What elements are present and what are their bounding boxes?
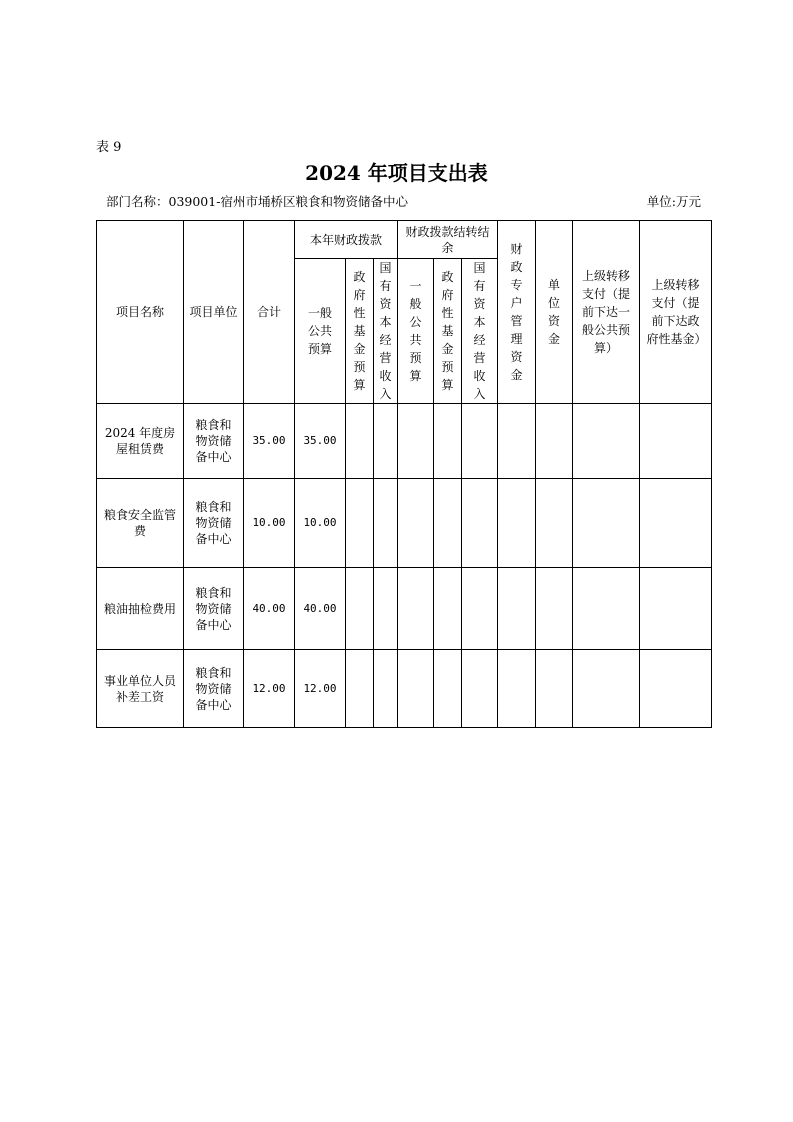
row-project-name: 2024 年度房屋租赁费 — [97, 404, 184, 479]
col-carryover-group: 财政拨款结转结余 — [398, 221, 498, 259]
row-total: 40.00 — [244, 568, 295, 650]
department-name: 部门名称：039001-宿州市埇桥区粮食和物资储备中心 — [106, 194, 408, 209]
col-transfer-general: 上级转移支付（提前下达一般公共预算） — [573, 221, 640, 404]
col-state-capital: 国有资本经营收入 — [374, 259, 398, 404]
col-total: 合计 — [244, 221, 295, 404]
col-carry-gov-fund-budget: 政府性基金预算 — [434, 259, 462, 404]
table-row — [97, 479, 712, 568]
row-project-unit: 粮食和物资储备中心 — [184, 568, 244, 650]
table-row — [97, 404, 712, 479]
row-general-budget: 12.00 — [295, 650, 346, 728]
col-project-name: 项目名称 — [97, 221, 184, 404]
col-general-budget: 一般公共预算 — [295, 259, 346, 404]
unit-label: 单位:万元 — [646, 194, 701, 209]
row-project-unit: 粮食和物资储备中心 — [184, 650, 244, 728]
row-project-name: 粮油抽检费用 — [97, 568, 184, 650]
table-row — [97, 568, 712, 650]
row-project-unit: 粮食和物资储备中心 — [184, 479, 244, 568]
row-total: 35.00 — [244, 404, 295, 479]
row-general-budget: 35.00 — [295, 404, 346, 479]
row-general-budget: 40.00 — [295, 568, 346, 650]
col-carry-general-budget: 一般公共预算 — [398, 259, 434, 404]
col-transfer-gov-fund: 上级转移支付（提前下达政府性基金） — [640, 221, 712, 404]
row-total: 12.00 — [244, 650, 295, 728]
col-carry-state-capital: 国有资本经营收入 — [462, 259, 498, 404]
row-project-unit: 粮食和物资储备中心 — [184, 404, 244, 479]
row-project-name: 事业单位人员补差工资 — [97, 650, 184, 728]
row-project-name: 粮食安全监管费 — [97, 479, 184, 568]
col-gov-fund-budget: 政府性基金预算 — [346, 259, 374, 404]
col-current-year-group: 本年财政拨款 — [295, 221, 398, 259]
project-expenditure-table — [96, 220, 712, 728]
col-unit-fund: 单位资金 — [536, 221, 573, 404]
row-general-budget: 10.00 — [295, 479, 346, 568]
col-special-fund: 财政专户管理资金 — [498, 221, 536, 404]
table-number: 表 9 — [96, 140, 122, 155]
table-row — [97, 650, 712, 728]
row-total: 10.00 — [244, 479, 295, 568]
col-project-unit: 项目单位 — [184, 221, 244, 404]
page-title: 2024 年项目支出表 — [305, 161, 488, 185]
